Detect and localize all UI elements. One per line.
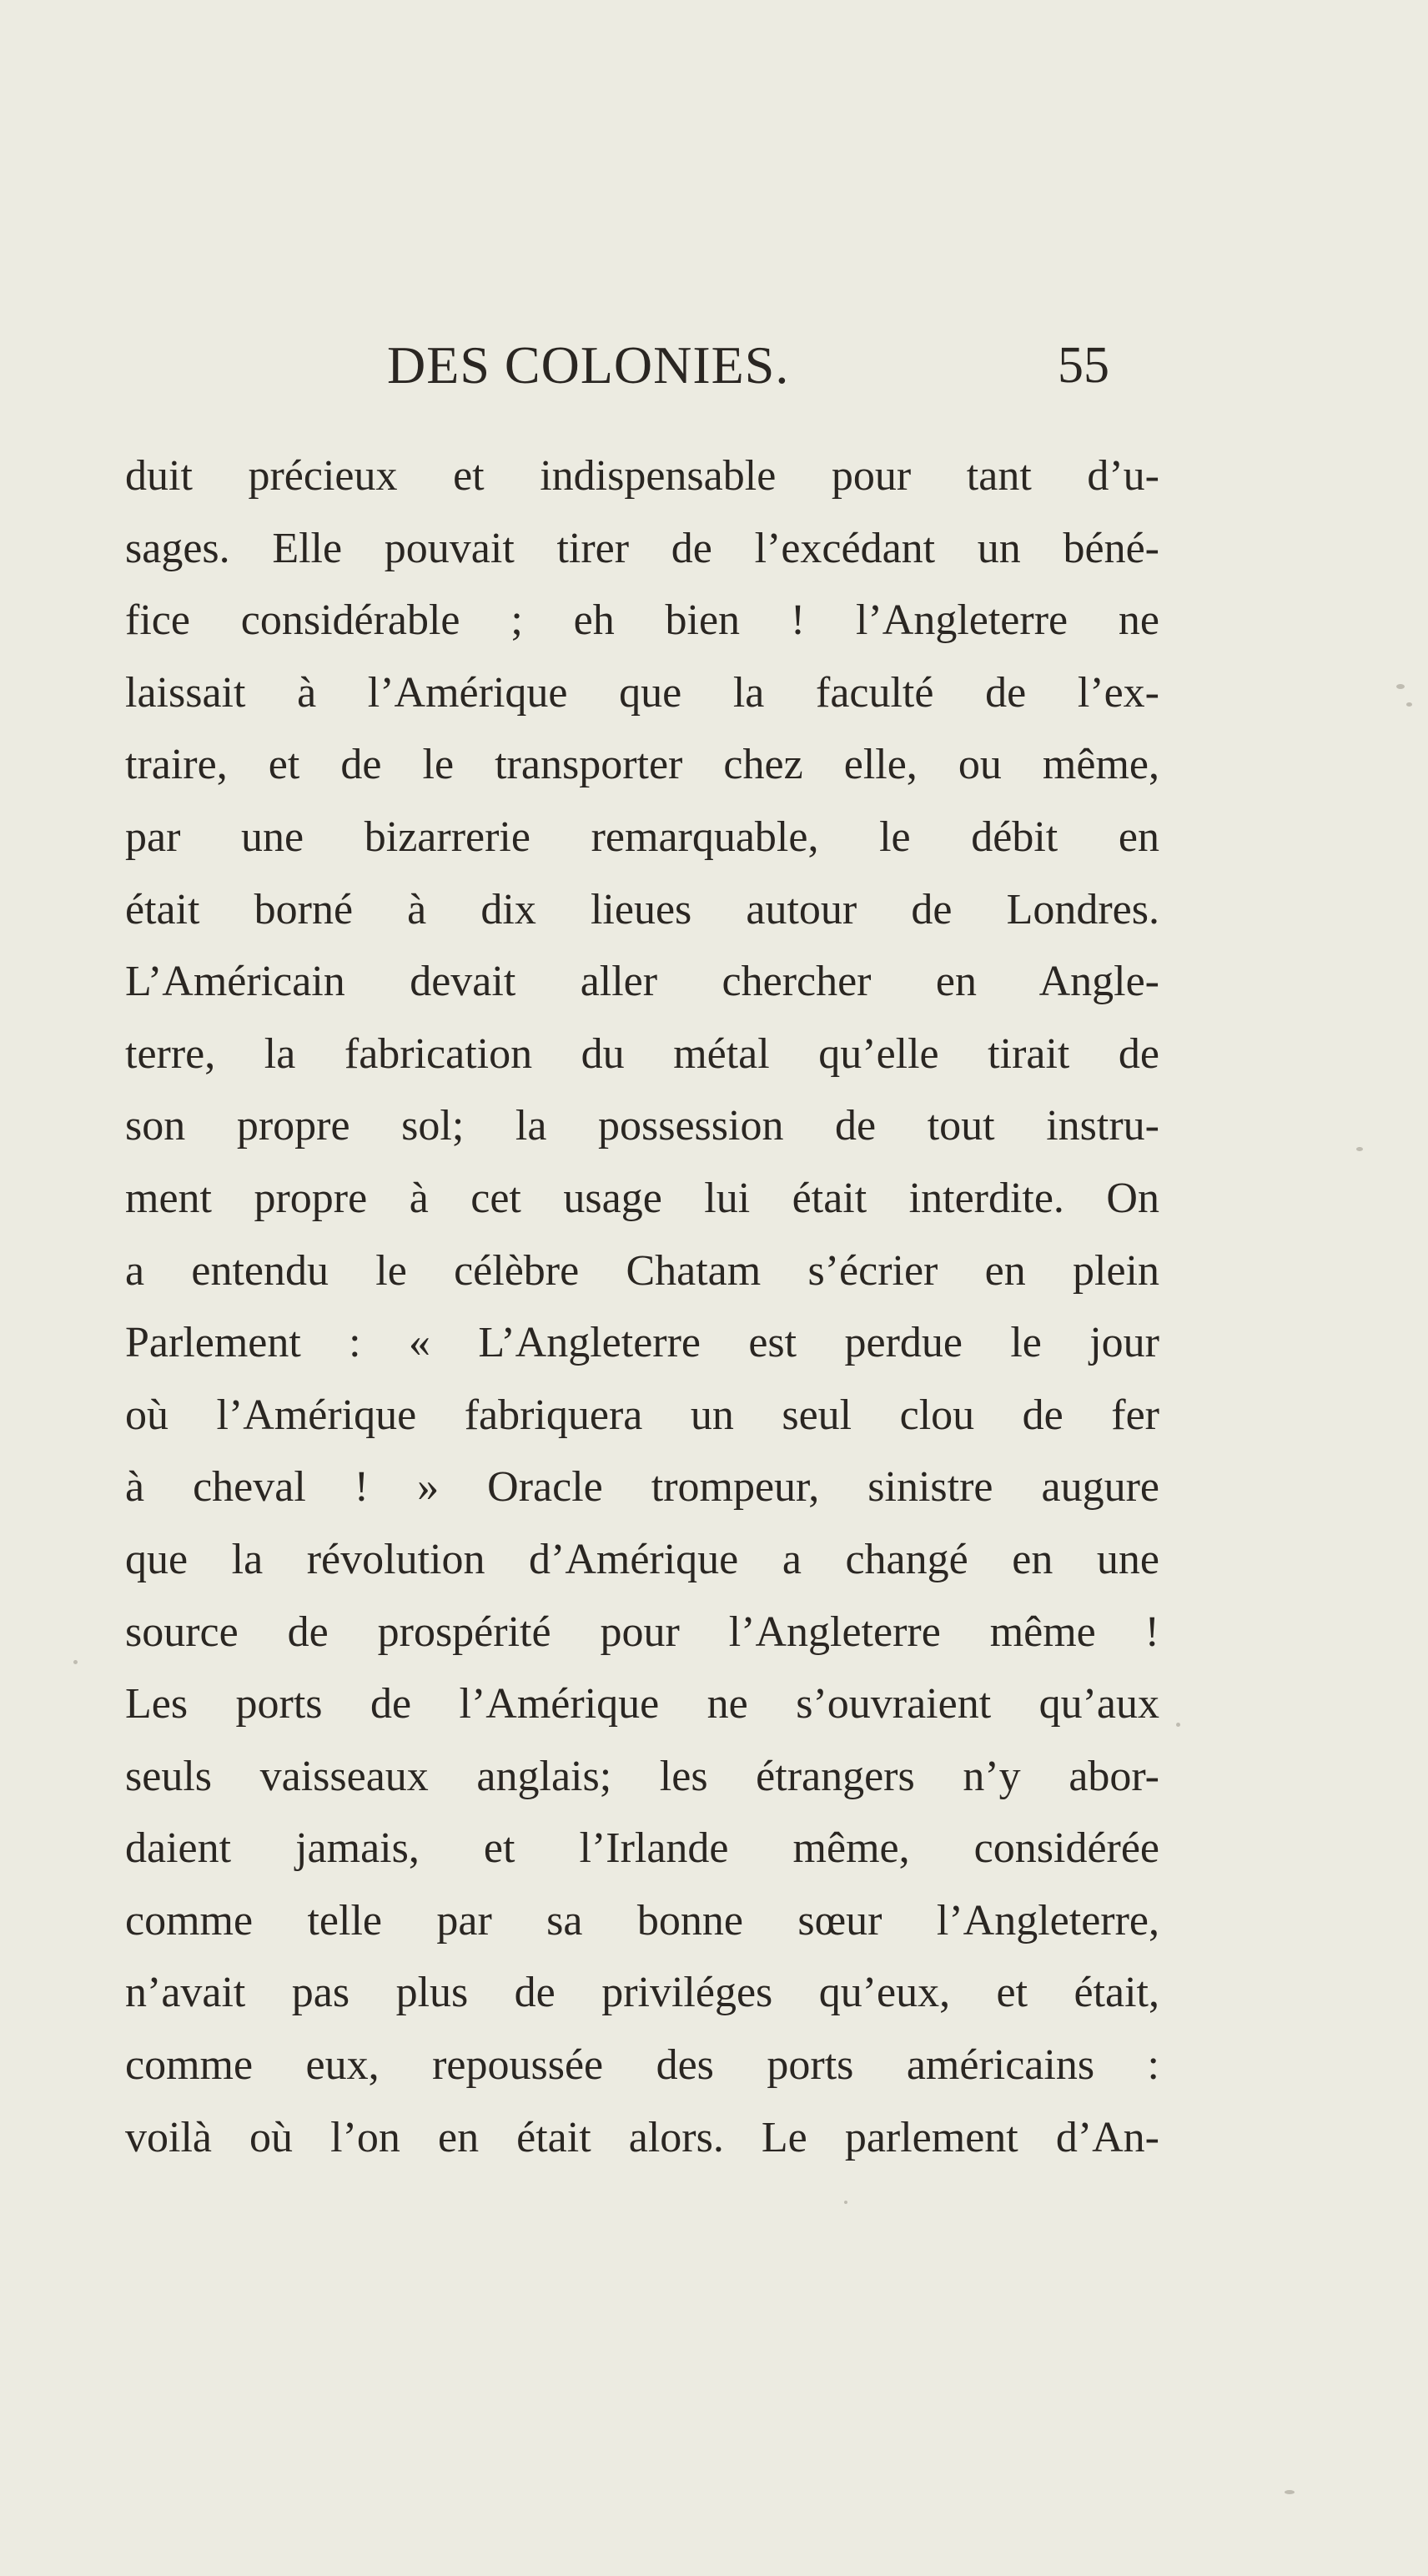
- text-line: L’Américain devait aller chercher en Angle-: [125, 958, 1159, 1006]
- paper-speck: [73, 1660, 78, 1664]
- text-line: laissait à l’Amérique que la faculté de l’ex-: [125, 668, 1159, 717]
- text-line: source de prospérité pour l’Angleterre même !: [125, 1607, 1159, 1656]
- body-text: [125, 440, 1159, 2174]
- paper-speck: [844, 2201, 847, 2204]
- text-line: seuls vaisseaux anglais; les étrangers n’y abor-: [125, 1752, 1159, 1800]
- text-line: a entendu le célèbre Chatam s’écrier en plein: [125, 1246, 1159, 1295]
- text-line: n’avait pas plus de priviléges qu’eux, et était,: [125, 1969, 1159, 2017]
- text-line: daient jamais, et l’Irlande même, considérée: [125, 1824, 1159, 1873]
- text-line: par une bizarrerie remarquable, le débit en: [125, 813, 1159, 861]
- text-line: comme eux, repoussée des ports américains :: [125, 2041, 1159, 2090]
- page-number: 55: [1058, 337, 1109, 394]
- running-head: [125, 332, 1109, 399]
- running-title: DES COLONIES.: [387, 335, 790, 395]
- text-line: Parlement : « L’Angleterre est perdue le jour: [125, 1319, 1159, 1367]
- text-line: que la révolution d’Amérique a changé en une: [125, 1535, 1159, 1583]
- paper-speck: [1406, 702, 1412, 707]
- text-line: sages. Elle pouvait tirer de l’excédant un béné-: [125, 524, 1159, 572]
- paper-speck: [1396, 684, 1405, 689]
- text-line: duit précieux et indispensable pour tant d’u-: [125, 452, 1159, 500]
- paper-speck: [1176, 1723, 1180, 1727]
- text-line: terre, la fabrication du métal qu’elle tirait de: [125, 1029, 1159, 1078]
- text-line: était borné à dix lieues autour de Londres.: [125, 885, 1159, 933]
- text-line: son propre sol; la possession de tout instru-: [125, 1102, 1159, 1150]
- text-line: voilà où l’on en était alors. Le parlement d’An-: [125, 2113, 1159, 2161]
- text-line: où l’Amérique fabriquera un seul clou de fer: [125, 1391, 1159, 1439]
- text-line: ment propre à cet usage lui était interdite. On: [125, 1174, 1159, 1222]
- paper-speck: [1285, 2490, 1295, 2494]
- text-line: Les ports de l’Amérique ne s’ouvraient qu’aux: [125, 1680, 1159, 1728]
- text-line: fice considérable ; eh bien ! l’Angleterre ne: [125, 596, 1159, 645]
- text-line: traire, et de le transporter chez elle, ou même,: [125, 741, 1159, 789]
- text-line: comme telle par sa bonne sœur l’Angleterre,: [125, 1896, 1159, 1945]
- text-line: à cheval ! » Oracle trompeur, sinistre augure: [125, 1463, 1159, 1512]
- paper-speck: [1356, 1147, 1363, 1151]
